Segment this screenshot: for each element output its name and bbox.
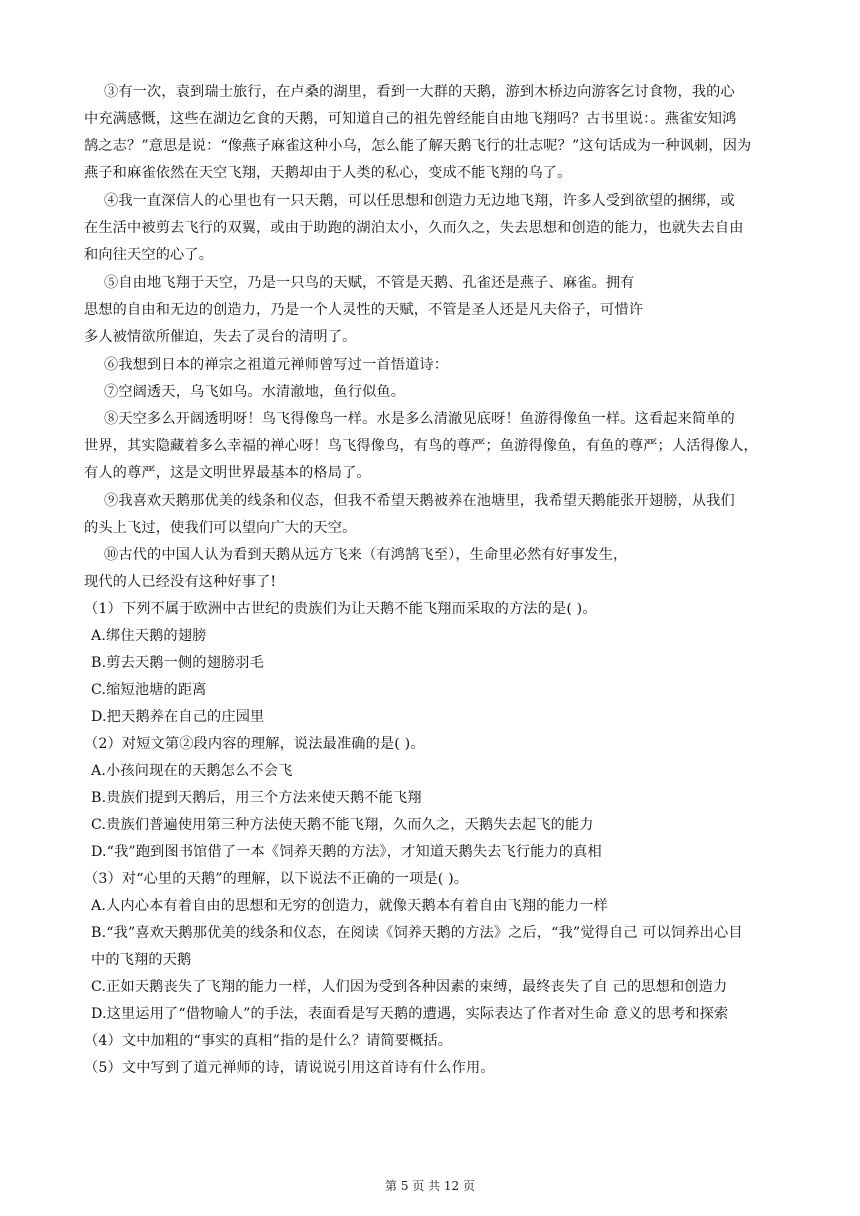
question-2-option-c: C.贵族们普遍使用第三种方法使天鹅不能飞翔，久而久之，天鹅失去起飞的能力	[91, 817, 594, 833]
question-2-stem: （2）对短文第②段内容的理解，说法最准确的是( )。	[84, 736, 425, 752]
paragraph-5-line-3: 多人被情欲所催迫，失去了灵台的清明了。	[84, 329, 357, 345]
paragraph-8-line-3: 有人的尊严，这是文明世界最基本的格局了。	[84, 465, 371, 481]
paragraph-3-line-1: ③有一次，袁到瑞士旅行，在卢桑的湖里，看到一大群的天鹅，游到木桥边向游客乞讨食物，我的心	[104, 84, 735, 100]
question-2-option-d: D.“我”跑到图书馆借了一本《饲养天鹅的方法》，才知道天鹅失去飞行能力的真相	[91, 844, 602, 860]
question-3-stem: （3）对“心里的天鹅”的理解，以下说法不正确的一项是( )。	[84, 871, 469, 887]
question-3-option-d: D.这里运用了“借物喻人”的手法，表面看是写天鹅的遭遇，实际表达了作者对生命 意义的思考和探索	[91, 1006, 729, 1022]
question-1-option-d: D.把天鹅养在自己的庄园里	[91, 709, 265, 725]
question-1-option-a: A.绑住天鹅的翅膀	[91, 628, 207, 644]
paragraph-9-line-1: ⑨我喜欢天鹅那优美的线条和仪态，但我不希望天鹅被养在池塘里，我希望天鹅能张开翅膀，从我们	[104, 493, 735, 509]
question-3-option-b-line-2: 中的飞翔的天鹅	[91, 952, 192, 968]
paragraph-4-line-1: ④我一直深信人的心里也有一只天鹅，可以任思想和创造力无边地飞翔，许多人受到欲望的捆绑，或	[104, 193, 735, 209]
paragraph-5-line-1: ⑤自由地飞翔于天空，乃是一只鸟的天赋，不管是天鹅、孔雀还是燕子、麻雀。拥有	[104, 275, 635, 291]
question-1-stem: （1）下列不属于欧洲中古世纪的贵族们为让天鹅不能飞翔而采取的方法的是( )。	[84, 601, 597, 617]
question-1-option-b: B.剪去天鹅一侧的翅膀羽毛	[91, 655, 264, 671]
paragraph-7: ⑦空阔透天，乌飞如乌。水清澈地，鱼行似鱼。	[104, 384, 406, 400]
paragraph-10-line-1: ⑩古代的中国人认为看到天鹅从远方飞来（有鸿鹄飞至），生命里必然有好事发生，	[104, 547, 628, 563]
question-3-option-b-line-1: B.“我”喜欢天鹅那优美的线条和仪态，在阅读《饲养天鹅的方法》之后，“我”觉得自己 可以饲养出心目	[91, 925, 743, 941]
paragraph-6: ⑥我想到日本的禅宗之祖道元禅师曾写过一首悟道诗：	[104, 357, 449, 373]
question-3-option-a: A.人内心本有着自由的思想和无穷的创造力，就像天鹅本有着自由飞翔的能力一样	[91, 898, 608, 914]
paragraph-3-line-2: 中充满感慨，这些在湖边乞食的天鹅，可知道自己的祖先曾经能自由地飞翔吗？古书里说：。燕雀安知鸿	[84, 111, 737, 127]
paragraph-9-line-2: 的头上飞过，使我们可以望向广大的天空。	[84, 520, 357, 536]
paragraph-5-line-2: 思想的自由和无边的创造力，乃是一个人灵性的天赋，不管是圣人还是凡夫俗子，可惜许	[84, 302, 644, 318]
page-number-footer: 第 5 页 共 12 页	[385, 1179, 475, 1193]
paragraph-8-line-2: 世界，其实隐藏着多么幸福的禅心呀！鸟飞得像鸟，有鸟的尊严；鱼游得像鱼，有鱼的尊严；人活得像人，	[84, 438, 758, 454]
paragraph-4-line-2: 在生活中被剪去飞行的双翼，或由于助跑的湖泊太小，久而久之，失去思想和创造的能力，也就失去自由	[84, 220, 744, 236]
paragraph-8-line-1: ⑧天空多么开阔透明呀！鸟飞得像鸟一样。水是多么清澈见底呀！鱼游得像鱼一样。这看起来简单的	[104, 411, 735, 427]
paragraph-10-line-2: 现代的人已经没有这种好事了!	[84, 574, 277, 590]
question-2-option-a: A.小孩问现在的天鹅怎么不会飞	[91, 763, 293, 779]
question-1-option-c: C.缩短池塘的距离	[91, 682, 207, 698]
question-2-option-b: B.贵族们提到天鹅后，用三个方法来使天鹅不能飞翔	[91, 790, 422, 806]
paragraph-4-line-3: 和向往天空的心了。	[84, 247, 214, 263]
paragraph-3-line-4: 燕子和麻雀依然在天空飞翔，天鹅却由于人类的私心，变成不能飞翔的乌了。	[84, 165, 572, 181]
question-5-stem: （5）文中写到了道元禅师的诗，请说说引用这首诗有什么作用。	[84, 1060, 495, 1076]
paragraph-3-line-3: 鹄之志？”意思是说：“像燕子麻雀这种小乌，怎么能了解天鹅飞行的壮志呢？”这句话成为一种讽刺，因为	[84, 138, 752, 154]
question-3-option-c: C.正如天鹅丧失了飞翔的能力一样，人们因为受到各种因素的束缚，最终丧失了自 己的思想和创造力	[91, 979, 728, 995]
question-4-stem: （4）文中加粗的“事实的真相”指的是什么？请简要概括。	[84, 1033, 453, 1049]
